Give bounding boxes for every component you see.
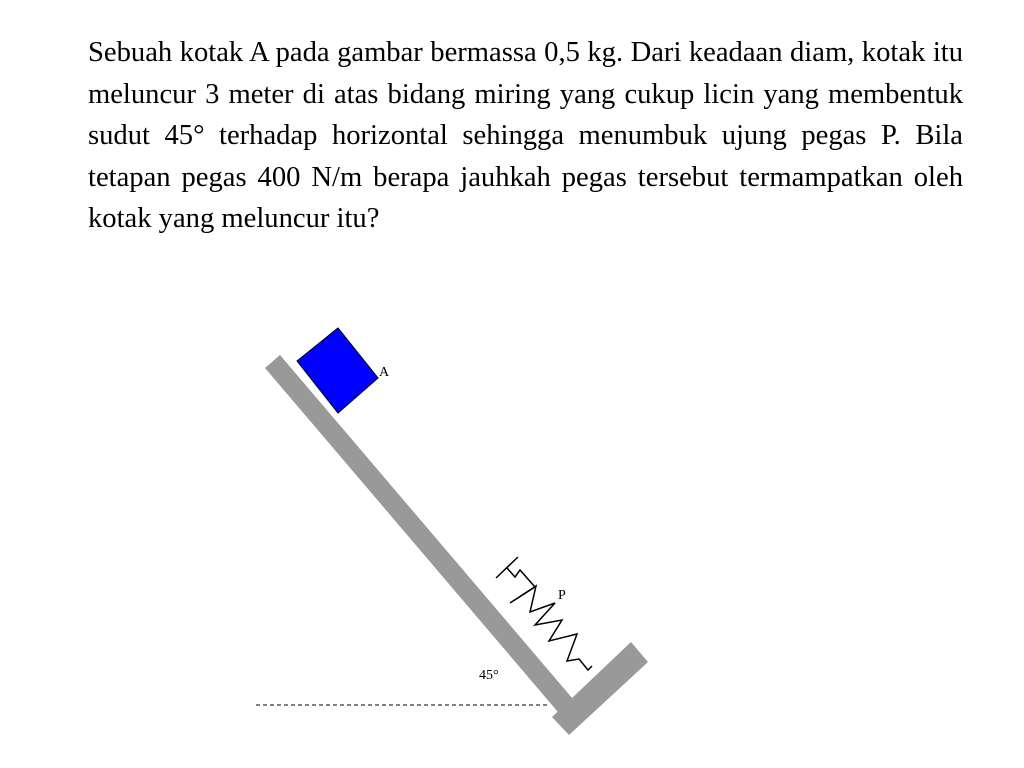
problem-statement: Sebuah kotak A pada gambar bermassa 0,5 kg. Dari keadaan diam, kotak itu meluncur 3 meter di atas bidang miring yang cukup licin yang membentuk sudut 45° terhadap horizontal sehingga menumbuk ujung pegas P. Bila tetapan pegas 400 N/m berapa jauhkah pegas tersebut termampatkan oleh kotak yang meluncur itu?: [88, 37, 963, 234]
angle-label: 45°: [479, 668, 499, 683]
spring-end-plate: [496, 557, 518, 578]
inclined-plane: [265, 355, 584, 725]
spring-label: P: [558, 588, 566, 603]
box-label: A: [379, 365, 390, 380]
spring-wall: [552, 642, 648, 735]
